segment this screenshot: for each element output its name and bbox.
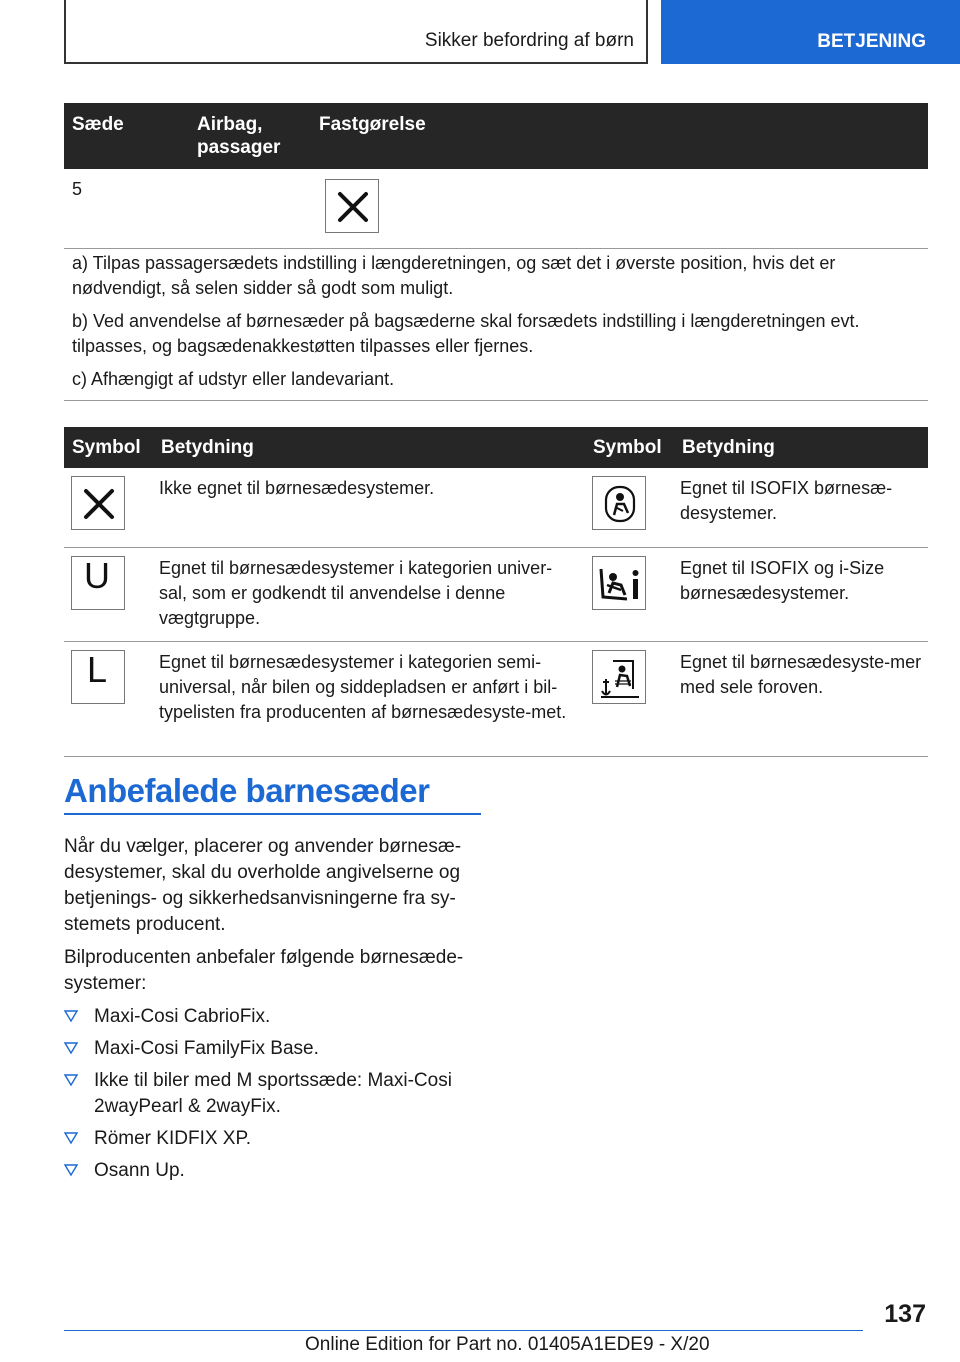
table-row — [64, 548, 928, 642]
symbol-cell — [585, 642, 674, 757]
list-item — [64, 1158, 484, 1184]
section-heading: Anbefalede barnesæder — [64, 772, 430, 809]
footer-rule — [64, 1330, 863, 1331]
letter-l-icon — [71, 650, 125, 704]
list-item-text: Maxi-Cosi FamilyFix Base. — [94, 1038, 319, 1059]
paragraph: Når du vælger, placerer og anvender børnesæ-desystemer, skal du overholde angivelserne og betjenings- og sikkerhedsanvisningerne fra sy-stemets producent. — [64, 836, 462, 935]
isofix-seat-icon — [592, 476, 646, 530]
x-not-suitable-icon — [71, 476, 125, 530]
header-section-box — [64, 0, 648, 64]
meaning-text: Egnet til ISOFIX og i-Size børnesædesystemer. — [674, 548, 928, 642]
triangle-bullet-icon — [64, 1009, 78, 1023]
table-footnotes — [64, 243, 928, 401]
airbag-value — [189, 169, 311, 249]
col-symbol-1: Symbol — [64, 427, 153, 468]
meaning-text: Egnet til ISOFIX børnesæ-desystemer. — [674, 468, 928, 548]
triangle-bullet-icon — [64, 1073, 78, 1087]
table-row — [64, 642, 928, 757]
symbol-cell — [64, 642, 153, 757]
col-meaning-1: Betydning — [153, 427, 585, 468]
letter-u-icon — [71, 556, 125, 610]
symbol-cell — [585, 548, 674, 642]
list-item-text: Osann Up. — [94, 1160, 185, 1181]
header-tab-label: BETJENING — [817, 31, 926, 52]
heading-underline — [64, 813, 481, 815]
triangle-bullet-icon — [64, 1163, 78, 1177]
col-seat: Sæde — [64, 103, 189, 169]
footer-edition: Online Edition for Part no. 01405A1EDE9 - X/20 — [305, 1334, 710, 1355]
x-not-suitable-icon — [325, 179, 379, 233]
list-item-text: Maxi-Cosi CabrioFix. — [94, 1006, 271, 1027]
meaning-text: Egnet til børnesædesystemer i kategorien semi-universal, når bilen og siddepladsen er anført i bil-typelisten fra producenten af børnesædesyste-met. — [153, 642, 585, 757]
list-item-text: Ikke til biler med M sportssæde: Maxi-Cosi 2wayPearl & 2wayFix. — [94, 1070, 452, 1117]
symbol-table — [64, 427, 928, 757]
col-symbol-2: Symbol — [585, 427, 674, 468]
meaning-text: Egnet til børnesædesyste-mer med sele foroven. — [674, 642, 928, 757]
meaning-text: Ikke egnet til børnesædesystemer. — [153, 468, 585, 548]
symbol-cell — [64, 548, 153, 642]
page-number: 137 — [884, 1300, 926, 1328]
col-meaning-2: Betydning — [674, 427, 928, 468]
footnote-c: c) Afhængigt af udstyr eller landevariant. — [72, 369, 395, 389]
footnote-a: a) Tilpas passagersædets indstilling i længderetningen, og sæt det i øverste position, hvis det er nødvendigt, så selen sidder så godt som muligt. — [72, 253, 836, 298]
table-row — [64, 468, 928, 548]
list-item — [64, 1036, 484, 1062]
seat-table — [64, 103, 928, 249]
meaning-text: Egnet til børnesædesystemer i kategorien univer-sal, som er godkendt til anvendelse i denne vægtgruppe. — [153, 548, 585, 642]
col-fastening: Fastgørelse — [311, 103, 928, 169]
seat-number: 5 — [64, 169, 189, 249]
list-item-text: Römer KIDFIX XP. — [94, 1128, 251, 1149]
footnote-b: b) Ved anvendelse af børnesæder på bagsæderne skal forsædets indstilling i længderetningen evt. tilpasses, og bagsædenakkestøtten tilpasses eller fjernes. — [72, 311, 860, 356]
forward-facing-seat-icon — [592, 650, 646, 704]
recommended-seats-list — [64, 1004, 484, 1184]
fastening-cell — [311, 169, 928, 249]
header-tab[interactable] — [661, 0, 960, 64]
isofix-isize-icon — [592, 556, 646, 610]
symbol-letter-l: L — [87, 649, 108, 690]
triangle-bullet-icon — [64, 1041, 78, 1055]
seat-table-header — [64, 103, 928, 169]
paragraph: Bilproducenten anbefaler følgende børnesæde-systemer: — [64, 947, 464, 994]
list-item — [64, 1126, 484, 1152]
triangle-bullet-icon — [64, 1131, 78, 1145]
symbol-cell — [64, 468, 153, 548]
table-row — [64, 169, 928, 249]
list-item — [64, 1068, 484, 1120]
list-item — [64, 1004, 484, 1030]
symbol-table-header — [64, 427, 928, 468]
section-body — [64, 834, 484, 1190]
col-airbag: Airbag, passager — [189, 103, 311, 169]
header-section-title: Sikker befordring af børn — [424, 30, 634, 51]
symbol-letter-u: U — [84, 555, 110, 596]
symbol-cell — [585, 468, 674, 548]
